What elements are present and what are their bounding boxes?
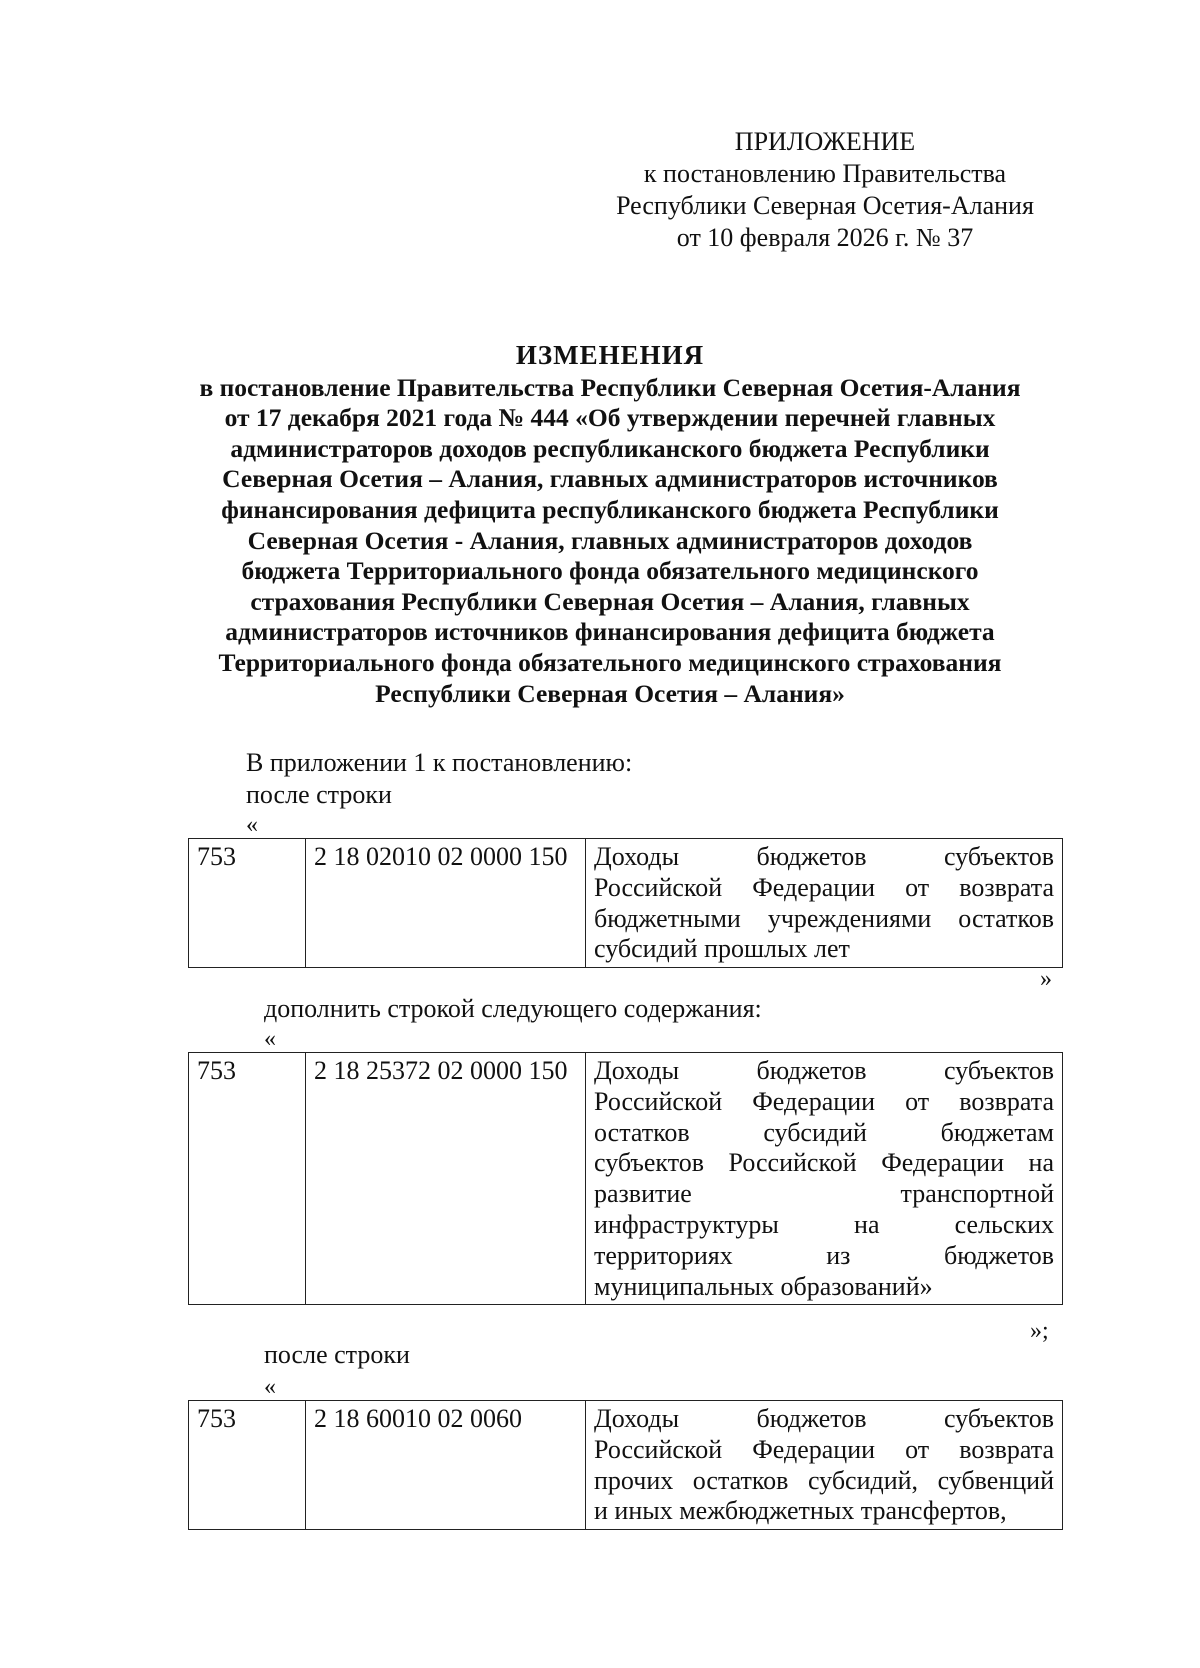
description-line: остатков субсидий бюджетам: [594, 1117, 1054, 1147]
revenue-code-cell: 2 18 25372 02 0000 150: [306, 1053, 586, 1305]
description-line: Российской Федерации от возврата: [594, 1086, 1054, 1116]
description-cell: [586, 839, 1063, 968]
description-line: Доходы бюджетов субъектов: [594, 842, 1054, 871]
table-row: [189, 1053, 1063, 1305]
title-line: в постановление Правительства Республики Северная Осетия-Алания: [199, 372, 1021, 402]
admin-code-cell: 753: [189, 1053, 306, 1305]
intro-text: В приложении 1 к постановлению:: [246, 748, 633, 777]
description-line: развитие транспортной: [594, 1179, 1054, 1209]
title-line: администраторов источников финансирования дефицита бюджета: [225, 617, 995, 647]
title-line: от 17 декабря 2021 года № 444 «Об утверждении перечней главных: [224, 403, 996, 433]
description-cell: [586, 1053, 1063, 1305]
description-line: Доходы бюджетов субъектов: [594, 1404, 1054, 1433]
document-title: [170, 340, 1050, 709]
title-heading: ИЗМЕНЕНИЯ: [515, 340, 705, 370]
title-line: администраторов доходов республиканского бюджета Республики: [230, 433, 990, 463]
open-quote: «: [264, 1026, 276, 1052]
description-line: субсидий прошлых лет: [594, 934, 850, 964]
after-row-text: после строки: [246, 780, 392, 809]
description-cell: [586, 1401, 1063, 1530]
title-line: страхования Республики Северная Осетия – Алания, главных: [250, 586, 970, 616]
open-quote: «: [264, 1374, 276, 1400]
description-line: и иных межбюджетных трансфертов,: [594, 1496, 1007, 1526]
description-line: Российской Федерации от возврата: [594, 1434, 1054, 1464]
title-line: финансирования дефицита республиканского бюджета Республики: [221, 494, 999, 524]
open-quote: «: [246, 812, 258, 838]
description-line: инфраструктуры на сельских: [594, 1209, 1054, 1239]
revenue-code-cell: 2 18 02010 02 0000 150: [306, 839, 586, 968]
title-line: бюджета Территориального фонда обязательного медицинского: [241, 556, 979, 586]
table-row: [189, 839, 1063, 968]
title-line: Территориального фонда обязательного медицинского страхования: [218, 647, 1002, 677]
table-row: [189, 1401, 1063, 1530]
revenue-table: [188, 1052, 1063, 1305]
appendix-label: ПРИЛОЖЕНИЕ: [734, 127, 916, 156]
appendix-ref-line: к постановлению Правительства: [643, 159, 1007, 188]
description-line: бюджетными учреждениями остатков: [594, 903, 1054, 933]
revenue-table: [188, 1400, 1063, 1530]
description-line: субъектов Российской Федерации на: [594, 1148, 1054, 1178]
after-row-text: после строки: [264, 1340, 410, 1369]
appendix-ref-line: Республики Северная Осетия-Алания: [616, 191, 1034, 220]
description-line: Российской Федерации от возврата: [594, 872, 1054, 902]
add-row-text: дополнить строкой следующего содержания:: [264, 994, 762, 1023]
appendix-header: [600, 126, 1050, 254]
close-quote: »: [1040, 966, 1052, 992]
title-line: Республики Северная Осетия – Алания»: [375, 678, 845, 708]
title-line: Северная Осетия – Алания, главных администраторов источников: [222, 464, 998, 494]
admin-code-cell: 753: [189, 1401, 306, 1530]
close-quote-semicolon: »;: [1030, 1318, 1049, 1344]
description-line: прочих остатков субсидий, субвенций: [594, 1465, 1054, 1495]
title-line: Северная Осетия - Алания, главных администраторов доходов: [247, 525, 973, 555]
description-line: территориях из бюджетов: [594, 1240, 1054, 1270]
appendix-date-number: от 10 февраля 2026 г. № 37: [676, 223, 974, 252]
revenue-code-cell: 2 18 60010 02 0060: [306, 1401, 586, 1530]
revenue-table: [188, 838, 1063, 968]
admin-code-cell: 753: [189, 839, 306, 968]
description-line: муниципальных образований»: [594, 1271, 933, 1301]
description-line: Доходы бюджетов субъектов: [594, 1056, 1054, 1085]
